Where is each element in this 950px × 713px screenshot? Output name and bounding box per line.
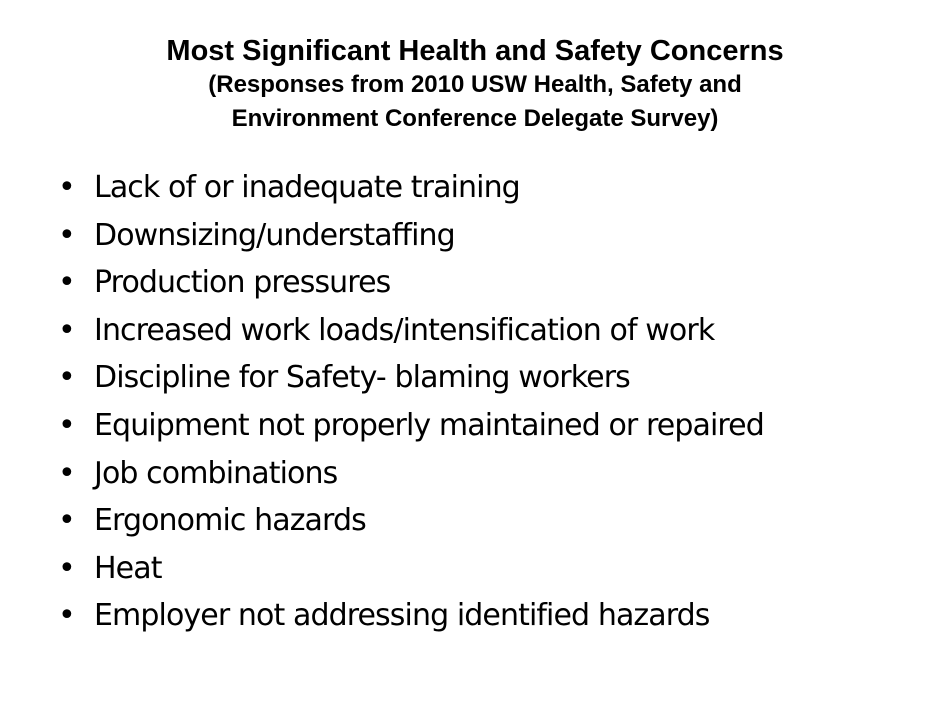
bullet-icon: • [58,550,76,586]
list-item-text: Increased work loads/intensification of work [94,312,715,348]
list-item-text: Equipment not properly maintained or repaired [94,407,764,443]
bullet-icon: • [58,217,76,253]
list-item [58,404,764,452]
list-item-text: Discipline for Safety- blaming workers [94,360,630,396]
bullet-icon: • [58,265,76,301]
list-item [58,166,764,214]
bullet-icon: • [58,312,76,348]
list-item-text: Lack of or inadequate training [94,170,520,205]
list-item-text: Job combinations [94,455,338,491]
list-item [58,356,764,404]
list-item [58,547,764,595]
list-item [58,594,764,642]
slide-title: Most Significant Health and Safety Concerns [166,35,784,67]
list-item-text: Employer not addressing identified hazards [94,598,710,634]
concerns-list [58,166,764,642]
list-item-text: Downsizing/understaffing [94,217,455,253]
bullet-icon: • [58,503,76,539]
list-item-text: Heat [94,550,162,586]
bullet-icon: • [58,455,76,491]
list-item [58,452,764,500]
slide-subtitle-line-2: Environment Conference Delegate Survey) [231,105,719,132]
bullet-icon: • [58,598,76,634]
list-item-text: Production pressures [94,265,391,301]
list-item [58,261,764,309]
bullet-icon: • [58,360,76,396]
list-item [58,309,764,357]
title-block [40,34,910,136]
list-item [58,214,764,262]
slide-subtitle-line-1: (Responses from 2010 USW Health, Safety and [208,71,742,98]
list-item-text: Ergonomic hazards [94,503,366,539]
list-item [58,499,764,547]
bullet-icon: • [58,407,76,443]
bullet-icon: • [58,170,76,205]
